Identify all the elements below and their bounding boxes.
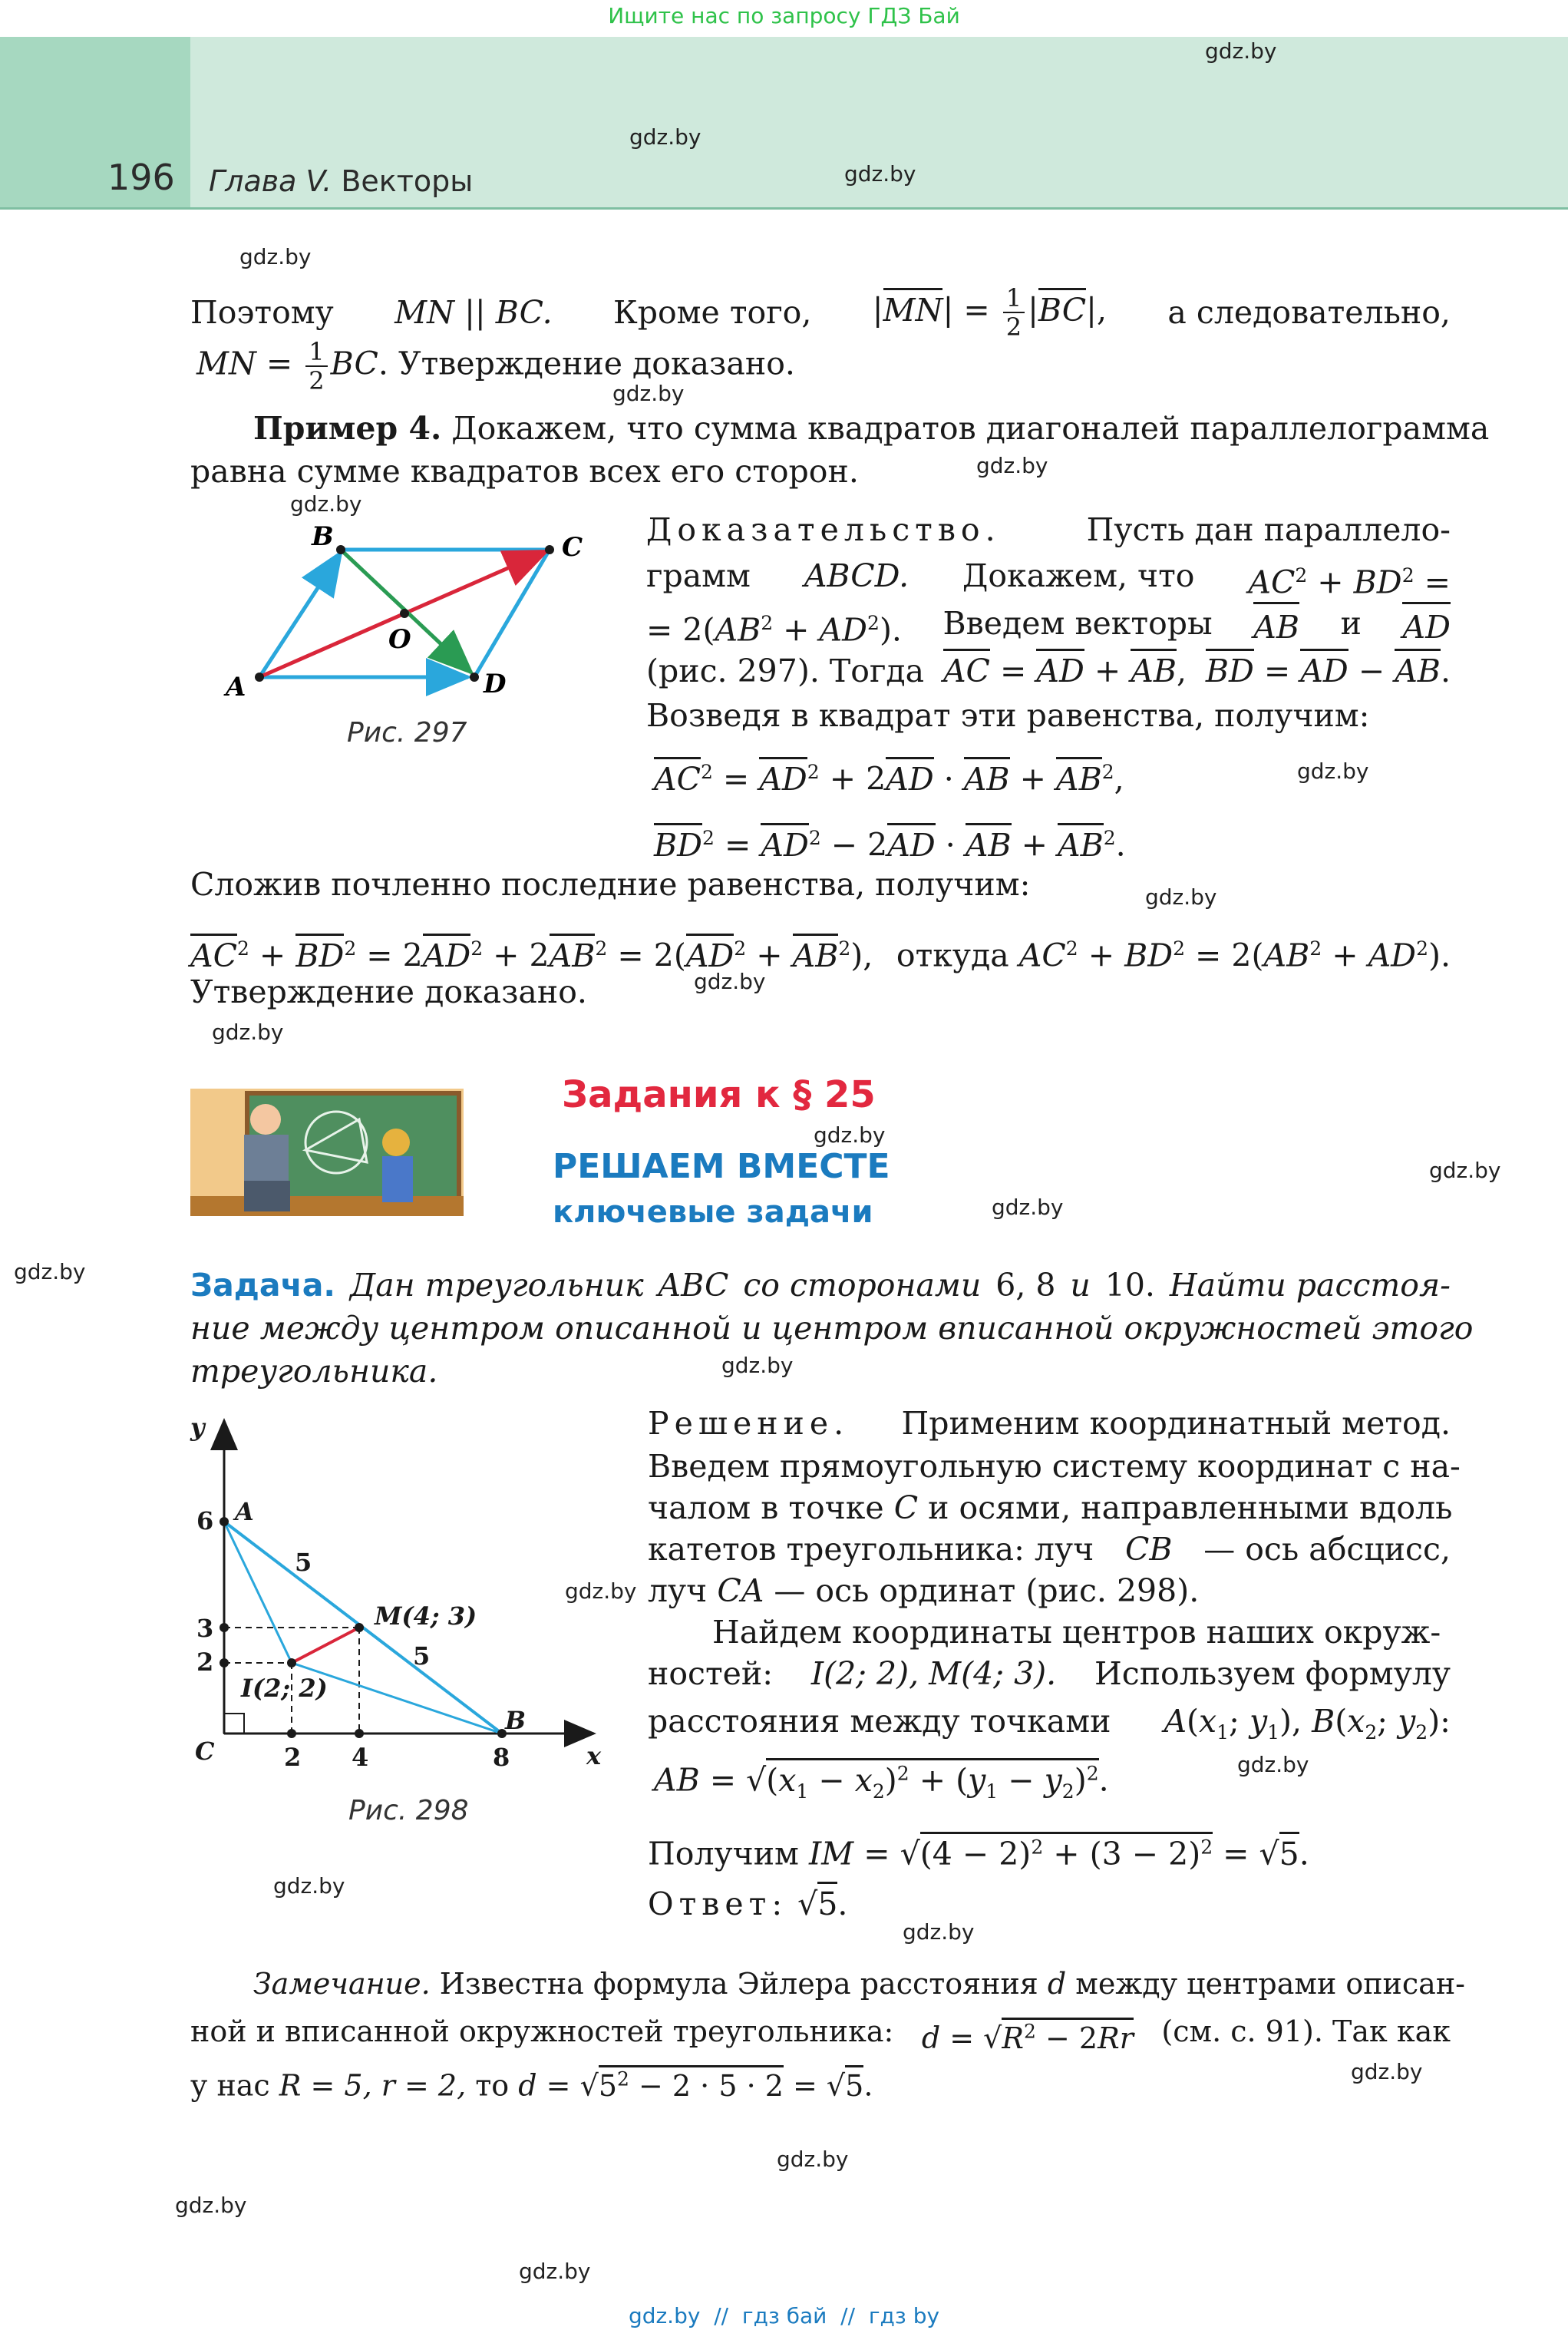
solution-s2: Введем прямоугольную систему координат с на-: [648, 1448, 1461, 1485]
watermark: gdz.by: [629, 124, 701, 150]
tick-x-4: 4: [352, 1743, 369, 1772]
tasks-title: Задания к § 25: [562, 1073, 876, 1116]
segment-ai: [224, 1522, 292, 1663]
solution-s4: катетов треугольника: луч CB — ось абсцисс,: [648, 1531, 1451, 1568]
tasks-subtitle: РЕШАЕМ ВМЕСТЕ: [553, 1147, 890, 1186]
task-line-2: ние между центром описанной и центром вписанной окружностей этого: [190, 1310, 1474, 1347]
solution-s6: Найдем координаты центров наших окруж-: [712, 1614, 1441, 1651]
tick-3: 3: [196, 1614, 214, 1643]
chapter-title: Глава V. Векторы: [209, 164, 474, 198]
remark-line-1: Замечание. Известна формула Эйлера расстояния d между центрами описан-: [253, 1967, 1465, 2001]
watermark: gdz.by: [519, 2259, 591, 2284]
footer-links[interactable]: gdz.by // гдз бай // гдз by: [628, 2303, 940, 2328]
watermark: gdz.by: [814, 1122, 886, 1148]
length-mb: 5: [413, 1641, 431, 1671]
proof-p3: = $2(AB^2 + AD^2)$. Введем векторы AB и AD: [646, 602, 1451, 652]
header-rule: [0, 207, 1568, 210]
solution-s7: ностей: I(2; 2), M(4; 3). Используем формулу: [648, 1655, 1451, 1692]
label-c: C: [562, 532, 583, 563]
tasks-sub2: ключевые задачи: [553, 1195, 873, 1230]
label-m: M(4; 3): [375, 1601, 477, 1631]
proof-line-2: MN = $\frac{1}{2}$ BC. Утверждение доказано.: [196, 337, 795, 395]
watermark: gdz.by: [290, 491, 362, 517]
label-b: B: [312, 521, 334, 552]
watermark: gdz.by: [14, 1259, 86, 1284]
task-line-3: треугольника.: [190, 1353, 438, 1390]
sum-line: Сложив почленно последние равенства, получим:: [190, 866, 1031, 903]
watermark: gdz.by: [565, 1578, 637, 1604]
solution-s5: луч CA — ось ординат (рис. 298).: [648, 1572, 1200, 1609]
page-number: 196: [107, 157, 175, 198]
fig-298-caption: Рис. 298: [348, 1795, 469, 1826]
proof-p5: Возведя в квадрат эти равенства, получим:: [646, 697, 1370, 734]
label-x: x: [586, 1741, 602, 1770]
fig-297-caption: Рис. 297: [347, 717, 467, 749]
tick-2: 2: [196, 1648, 214, 1677]
equation-ac-squared: $AC^2 = AD^2 + 2AD$ · AB + $AB^2$,: [654, 751, 1124, 801]
tick-x-8: 8: [493, 1743, 510, 1772]
top-banner: Ищите нас по запросу ГДЗ Бай: [608, 3, 960, 28]
watermark: gdz.by: [976, 453, 1048, 478]
task-line-1: Задача. Дан треугольник ABC со сторонами 6, 8 и 10. Найти расстоя-: [190, 1267, 1451, 1304]
proof-p1: Доказательство. Пусть дан параллело-: [646, 511, 1451, 548]
length-am: 5: [295, 1548, 312, 1577]
example4-end: Утверждение доказано.: [190, 973, 587, 1010]
label-a: A: [226, 672, 246, 702]
solution-s8: расстояния между точками $A(x_1$; $y_1$), $B(x_2$; $y_2$):: [648, 1703, 1451, 1744]
example4-line-1: Пример 4. Докажем, что сумма квадратов диагоналей параллелограмма: [253, 410, 1490, 447]
tick-6: 6: [196, 1506, 214, 1535]
classroom-illustration: [190, 1089, 464, 1216]
segment-im: [292, 1628, 359, 1663]
label-y: y: [190, 1413, 205, 1442]
watermark: gdz.by: [1145, 884, 1217, 910]
example4-line-2: равна сумме квадратов всех его сторон.: [190, 453, 859, 490]
watermark: gdz.by: [612, 381, 685, 406]
remark-line-2: ной и вписанной окружностей треугольника: $d = √R^2 - 2Rr$ (см. с. 91). Так как: [190, 2014, 1451, 2055]
proof-p4: (рис. 297). Тогда AC = AD + AB, BD = AD − AB.: [646, 649, 1451, 692]
answer: Ответ: √5.: [648, 1882, 847, 1925]
label-b: B: [505, 1706, 527, 1735]
watermark: gdz.by: [721, 1353, 794, 1378]
solution-get: Получим IM = $√(4 - 2)^2 + (3 - 2)^2 = √5$.: [648, 1826, 1309, 1876]
solution-s1: Решение. Применим координатный метод.: [648, 1405, 1451, 1442]
proof-line-1: Поэтому MN || BC. Кроме того, |MN| = $\frac{1}{2}$ |BC|, а следовательно,: [190, 283, 1451, 342]
figure-297: [215, 519, 614, 711]
watermark: gdz.by: [1237, 1752, 1309, 1777]
watermark: gdz.by: [1205, 38, 1277, 64]
proof-p2: грамм ABCD. Докажем, что $AC^2 + BD^2$ =: [646, 557, 1451, 601]
label-o: O: [388, 624, 411, 655]
watermark: gdz.by: [1351, 2059, 1423, 2084]
distance-formula: AB = $√(x_1 - x_2)^2 + (y_1 - y_2)^2$.: [654, 1752, 1109, 1813]
watermark: gdz.by: [903, 1919, 975, 1945]
watermark: gdz.by: [175, 2193, 247, 2218]
watermark: gdz.by: [777, 2147, 849, 2172]
watermark: gdz.by: [1297, 759, 1369, 784]
watermark: gdz.by: [992, 1195, 1064, 1220]
watermark: gdz.by: [273, 1873, 345, 1899]
figure-298: [187, 1410, 617, 1778]
tick-x-2: 2: [284, 1743, 302, 1772]
watermark: gdz.by: [1429, 1158, 1501, 1183]
equation-bd-squared: $BD^2 = AD^2 - 2AD$ · AB + $AB^2$.: [654, 817, 1126, 867]
label-i: I(2; 2): [241, 1674, 328, 1703]
equation-sum: $AC^2 + BD^2 = 2AD^2 + 2AB^2 = 2(AD^2 + AB^2)$, откуда $AC^2 + BD^2 = 2(AB^2 + AD^2)$.: [190, 927, 1451, 977]
label-d: D: [484, 669, 507, 699]
label-a: A: [235, 1497, 254, 1526]
label-c: C: [195, 1737, 215, 1766]
watermark: gdz.by: [239, 244, 312, 269]
solution-s3: чалом в точке C и осями, направленными вдоль: [648, 1489, 1453, 1526]
watermark: gdz.by: [212, 1020, 284, 1045]
watermark: gdz.by: [694, 969, 766, 994]
watermark: gdz.by: [844, 161, 916, 187]
remark-line-3: у нас R = 5, r = 2, то $d = √5^2 - 2 \cdot 5 \cdot 2 = √5$.: [190, 2057, 873, 2107]
side-dc: [474, 550, 550, 677]
